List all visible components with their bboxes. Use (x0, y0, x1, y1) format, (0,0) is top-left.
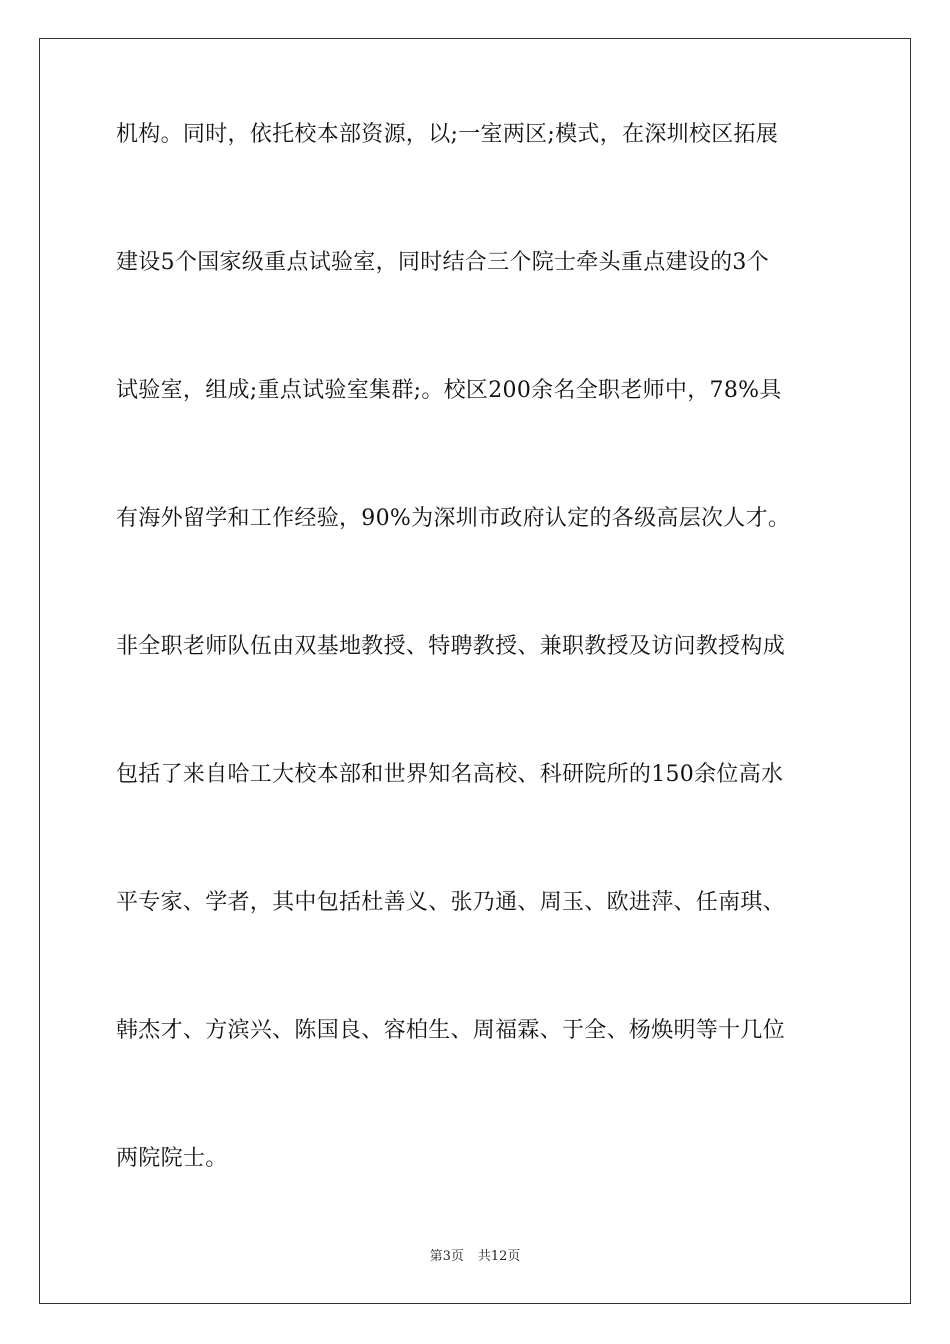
page-total: 共12页 (477, 1249, 521, 1264)
page-number: 第3页 (429, 1249, 464, 1264)
text-line: 有海外留学和工作经验，90%为深圳市政府认定的各级高层次人才。 (116, 506, 791, 531)
text-line: 机构。同时，依托校本部资源，以;一室两区;模式，在深圳校区拓展 (116, 122, 779, 147)
document-body (116, 118, 836, 1270)
text-line: 平专家、学者，其中包括杜善义、张乃通、周玉、欧进萍、任南琪、 (116, 890, 786, 915)
page-footer (0, 1248, 950, 1266)
text-line: 包括了来自哈工大校本部和世界知名高校、科研院所的150余位高水 (116, 762, 784, 787)
text-line: 非全职老师队伍由双基地教授、特聘教授、兼职教授及访问教授构成 (116, 634, 786, 659)
text-line: 两院院士。 (116, 1146, 228, 1171)
text-line: 韩杰才、方滨兴、陈国良、容柏生、周福霖、于全、杨焕明等十几位 (116, 1018, 786, 1043)
text-line: 建设5个国家级重点试验室，同时结合三个院士牵头重点建设的3个 (116, 250, 769, 275)
text-line: 试验室，组成;重点试验室集群;。校区200余名全职老师中，78%具 (116, 378, 782, 403)
